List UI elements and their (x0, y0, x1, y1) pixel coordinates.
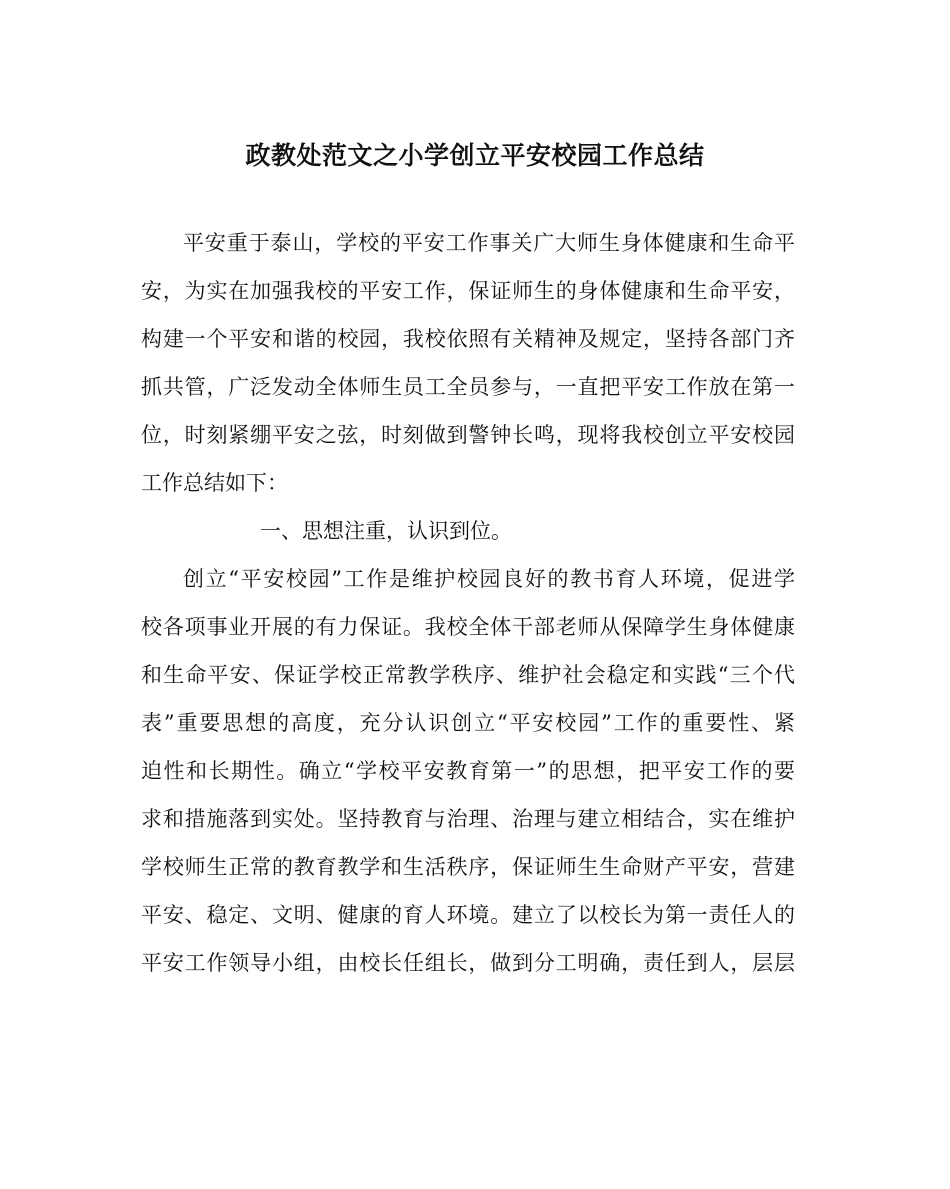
paragraph-1-line: 位，时刻紧绷平安之弦，时刻做到警钟长鸣，现将我校创立平安校园 (141, 423, 795, 447)
paragraph-2-line: 学校师生正常的教育教学和生活秩序，保证师生生命财产平安，营建 (141, 855, 795, 879)
document-title: 政教处范文之小学创立平安校园工作总结 (245, 141, 705, 170)
paragraph-2-line: 创立“平安校园”工作是维护校园良好的教书育人环境，促进学 (183, 567, 795, 591)
paragraph-2-line: 迫性和长期性。确立“学校平安教育第一”的思想，把平安工作的要 (141, 759, 795, 783)
paragraph-1-line: 安，为实在加强我校的平安工作，保证师生的身体健康和生命平安， (141, 279, 795, 303)
paragraph-1-line: 平安重于泰山，学校的平安工作事关广大师生身体健康和生命平 (183, 231, 795, 255)
paragraph-2-line: 校各项事业开展的有力保证。我校全体干部老师从保障学生身体健康 (141, 615, 795, 639)
paragraph-1-line: 构建一个平安和谐的校园，我校依照有关精神及规定，坚持各部门齐 (141, 327, 795, 351)
section-heading: 一、思想注重，认识到位。 (260, 519, 512, 543)
paragraph-2-line: 求和措施落到实处。坚持教育与治理、治理与建立相结合，实在维护 (141, 807, 795, 831)
paragraph-2-line: 和生命平安、保证学校正常教学秩序、维护社会稳定和实践“三个代 (141, 663, 795, 687)
paragraph-1-line: 工作总结如下： (141, 471, 288, 495)
paragraph-2-line: 平安工作领导小组，由校长任组长，做到分工明确，责任到人，层层 (141, 951, 795, 975)
document-body (141, 219, 795, 987)
paragraph-2-line: 平安、稳定、文明、健康的育人环境。建立了以校长为第一责任人的 (141, 903, 795, 927)
paragraph-2-line: 表”重要思想的高度，充分认识创立“平安校园”工作的重要性、紧 (141, 711, 795, 735)
paragraph-1-line: 抓共管，广泛发动全体师生员工全员参与，一直把平安工作放在第一 (141, 375, 795, 399)
